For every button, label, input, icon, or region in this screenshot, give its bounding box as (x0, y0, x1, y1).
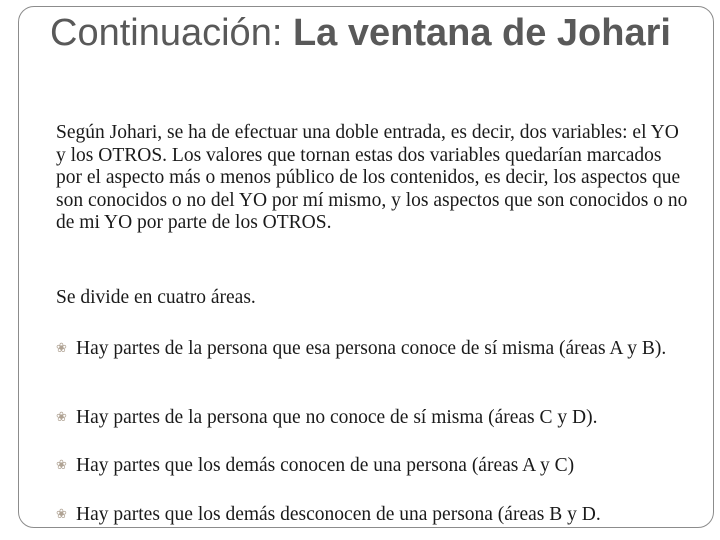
bullet-item (56, 407, 688, 430)
leaf-bullet-icon: ❀ (56, 507, 67, 522)
title-bold: La ventana de Johari (292, 12, 671, 54)
bullet-item (56, 504, 688, 527)
bullet-text: Hay partes que los demás conocen de una persona (áreas A y C) (76, 455, 575, 476)
bullet-item (56, 455, 688, 478)
bullet-text: Hay partes de la persona que esa persona conoce de sí misma (áreas A y B). (76, 338, 667, 359)
slide-frame (18, 6, 714, 528)
bullet-item (56, 338, 688, 361)
intro-paragraph: Según Johari, se ha de efectuar una doble entrada, es decir, dos variables: el YO y los OTROS. Los valores que tornan estas dos variables quedarían marcados por el aspecto más o menos público de los contenidos, es decir, los aspectos que son conocidos o no del YO por mí mismo, y los aspectos que son conocidos o no de mi YO por parte de los OTROS. (56, 122, 688, 233)
leaf-bullet-icon: ❀ (56, 410, 67, 425)
bullet-text: Hay partes que los demás desconocen de una persona (áreas B y D. (76, 504, 601, 525)
divide-paragraph: Se divide en cuatro áreas. (56, 287, 256, 308)
leaf-bullet-icon: ❀ (56, 458, 67, 473)
leaf-bullet-icon: ❀ (56, 341, 67, 356)
bullet-text: Hay partes de la persona que no conoce de sí misma (áreas C y D). (76, 407, 598, 428)
slide-title (50, 10, 690, 56)
title-plain: Continuación: (50, 12, 293, 54)
